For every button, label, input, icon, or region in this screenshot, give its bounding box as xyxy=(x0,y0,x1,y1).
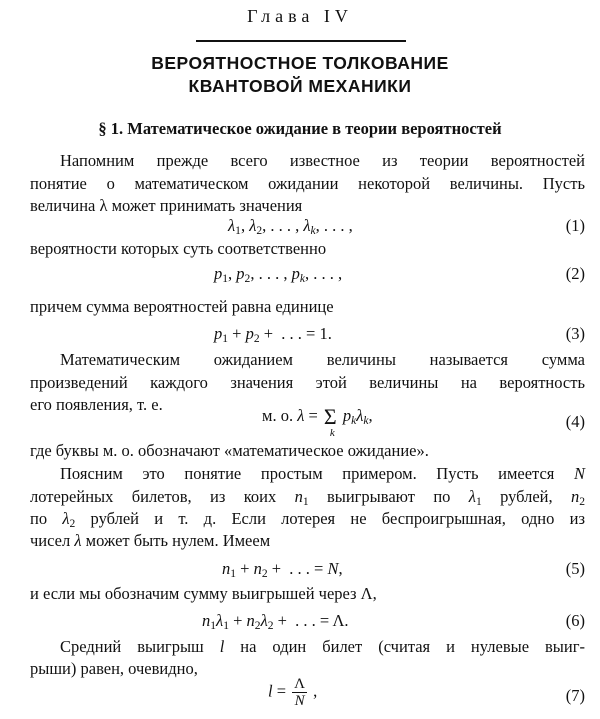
heading-rule xyxy=(196,40,406,42)
equation-4: м. о. λ = Σ k $p_k\lambda_k$, xyxy=(262,404,373,440)
paragraph-2-line-1: Математическим ожиданием величины называется сумма xyxy=(60,350,585,369)
equation-7-number: (7) xyxy=(565,686,585,705)
equation-1-text xyxy=(0,0,1,1)
chapter-heading: Глава IV xyxy=(247,6,353,26)
text-after-equation-5: и если мы обозначим сумму выигрышей через Λ, xyxy=(30,584,377,603)
text-equivalents xyxy=(0,0,1,1)
text-after-equation-4: где буквы м. о. обозначают «математическое ожидание». xyxy=(30,441,429,460)
equation-1-number: (1) xyxy=(565,216,585,235)
paragraph-3-line-4: чисел λ может быть нулем. Имеем xyxy=(30,531,271,550)
text-after-equation-2: причем сумма вероятностей равна единице xyxy=(30,297,334,316)
equation-5-number: (5) xyxy=(565,559,585,578)
summation-sign: Σ k xyxy=(323,404,337,440)
paragraph-3-line-2: лотерейных билетов, из коих $n_1$ выигрывают по $\lambda_1$ рублей, $n_2$ xyxy=(30,487,586,508)
equation-6-number: (6) xyxy=(565,611,585,630)
equation-7: l = $\frac{\Lambda}{N}$ , xyxy=(268,676,318,709)
equation-4-number: (4) xyxy=(565,412,585,431)
equation-2: $p_1$, $p_2$, . . . , $p_k$, . . . , xyxy=(214,264,343,285)
paragraph-1-line-2: понятие о математическом ожидании некоторой величины. Пусть xyxy=(30,174,585,193)
equation-6: $n_1\lambda_1 + n_2\lambda_2$ + . . . = Λ. xyxy=(202,611,349,632)
text-after-equation-1: вероятности которых суть соответственно xyxy=(30,239,327,258)
paragraph-2-line-3: его появления, т. е. xyxy=(30,395,163,414)
paragraph-2-line-2: произведений каждого значения этой величины на вероятность xyxy=(30,373,585,392)
equation-3: $p_1 + p_2$ + . . . = 1. xyxy=(214,324,332,345)
equation-5: $n_1 + n_2$ + . . . = N, xyxy=(222,559,343,580)
paragraph-1-line-3: величина λ может принимать значения xyxy=(30,196,303,215)
paragraph-3-line-1: Поясним это понятие простым примером. Пусть имеется N xyxy=(60,464,585,483)
paragraph-3-line-3: по $\lambda_2$ рублей и т. д. Если лотерея не беспроигрышная, одно из xyxy=(30,509,585,530)
equation-1: $\lambda_1$, $\lambda_2$, . . . , $\lambda_k$, . . . , xyxy=(228,216,353,237)
equation-2-number: (2) xyxy=(565,264,585,283)
chapter-title-line-1: ВЕРОЯТНОСТНОЕ ТОЛКОВАНИЕ xyxy=(151,53,449,73)
chapter-title-line-2: КВАНТОВОЙ МЕХАНИКИ xyxy=(188,76,412,96)
chapter-title xyxy=(0,52,600,98)
section-heading: § 1. Математическое ожидание в теории вероятностей xyxy=(98,119,502,138)
paragraph-4-line-2: рыши) равен, очевидно, xyxy=(30,659,198,678)
paragraph-4-line-1: Средний выигрыш l на один билет (считая и нулевые выиг- xyxy=(60,637,585,656)
equation-3-number: (3) xyxy=(565,324,585,343)
fraction: $\frac{\Lambda}{N}$ xyxy=(294,676,306,709)
paragraph-1-line-1: Напомним прежде всего известное из теории вероятностей xyxy=(60,151,585,170)
